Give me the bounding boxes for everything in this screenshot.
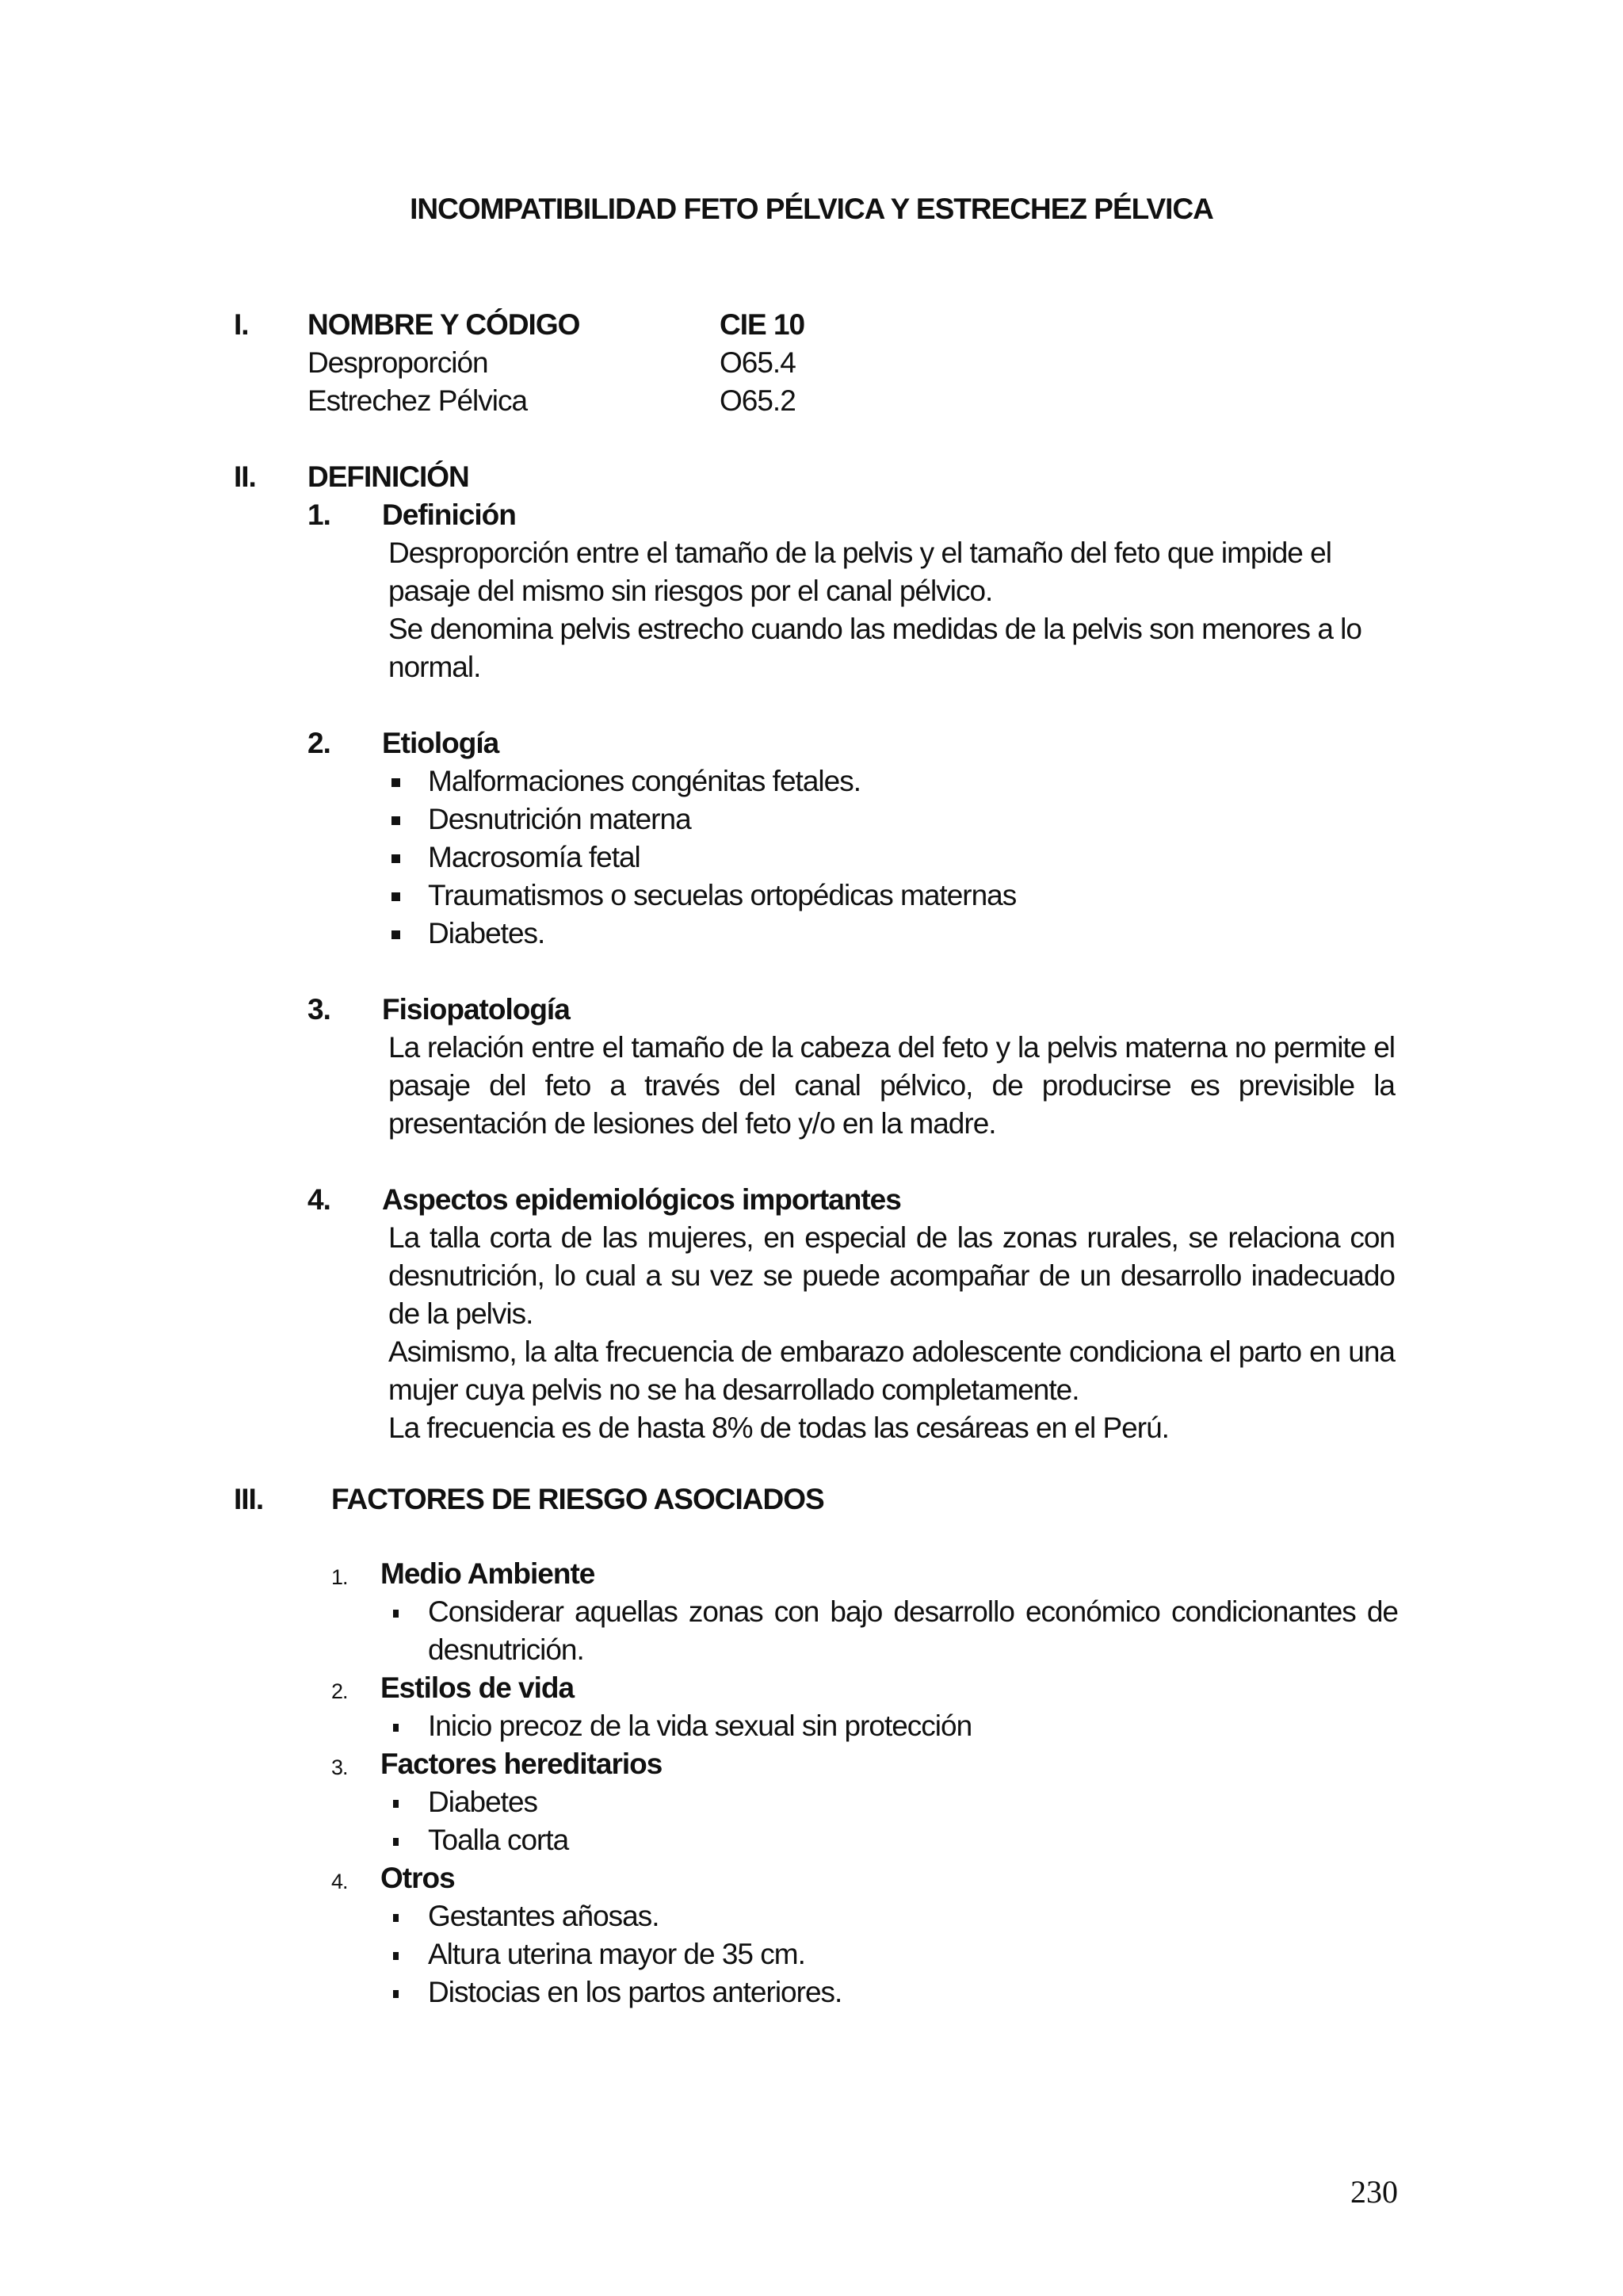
subsection-heading: Medio Ambiente — [380, 1557, 595, 1590]
diagnosis-code: O65.4 — [720, 346, 796, 379]
list-item-text: Diabetes. — [428, 917, 545, 949]
section-1-numeral: I. — [234, 308, 249, 341]
subsection-number: 3. — [331, 1755, 348, 1779]
section-3-heading: FACTORES DE RIESGO ASOCIADOS — [331, 1483, 824, 1515]
subsection-number: 2. — [307, 727, 330, 759]
list-item-text: Altura uterina mayor de 35 cm. — [428, 1938, 805, 1970]
section-2-numeral: II. — [234, 460, 256, 493]
subsection-number: 1. — [307, 499, 330, 531]
subsection-heading: Otros — [380, 1862, 455, 1894]
diagnosis-name: Desproporción — [307, 346, 488, 379]
list-item-text — [428, 1593, 1398, 1669]
subsection-heading: Factores hereditarios — [380, 1748, 663, 1780]
section-3-numeral: III. — [234, 1483, 264, 1515]
list-item-text: Diabetes — [428, 1786, 538, 1818]
code-column-heading: CIE 10 — [720, 308, 805, 341]
list-item-text: Desnutrición materna — [428, 803, 691, 835]
paragraph: La talla corta de las mujeres, en especial de las zonas rurales, se relaciona con desnutrición, lo cual a su vez se puede acompañar de un desarrollo inadecuado de la pelvis. — [388, 1221, 1395, 1330]
list-item-text: Macrosomía fetal — [428, 841, 640, 873]
subsection-heading: Fisiopatología — [382, 993, 570, 1026]
list-item-text: Toalla corta — [428, 1824, 569, 1856]
subsection-heading: Aspectos epidemiológicos importantes — [382, 1183, 901, 1216]
subsection-number: 2. — [331, 1679, 348, 1703]
subsection-heading: Etiología — [382, 727, 499, 759]
subsection-number: 1. — [331, 1565, 348, 1589]
paragraph: La frecuencia es de hasta 8% de todas las cesáreas en el Perú. — [388, 1412, 1169, 1444]
definition-line: Se denomina pelvis estrecho cuando las medidas de la pelvis son menores a lo — [388, 613, 1361, 645]
list-item-text: Traumatismos o secuelas ortopédicas maternas — [428, 879, 1017, 911]
page-number: 230 — [1350, 2174, 1398, 2210]
document-title: INCOMPATIBILIDAD FETO PÉLVICA Y ESTRECHEZ PÉLVICA — [410, 193, 1213, 225]
diagnosis-code: O65.2 — [720, 384, 796, 417]
subsection-number: 3. — [307, 993, 330, 1026]
definition-line: pasaje del mismo sin riesgos por el canal pélvico. — [388, 575, 993, 607]
subsection-heading: Definición — [382, 499, 516, 531]
list-item-text: Gestantes añosas. — [428, 1900, 659, 1932]
definition-line: Desproporción entre el tamaño de la pelvis y el tamaño del feto que impide el — [388, 537, 1331, 569]
definition-line: normal. — [388, 651, 481, 683]
list-item-text: Inicio precoz de la vida sexual sin protección — [428, 1710, 972, 1742]
list-item-text: Malformaciones congénitas fetales. — [428, 765, 861, 797]
subsection-heading: Estilos de vida — [380, 1671, 575, 1704]
section-1-heading: NOMBRE Y CÓDIGO — [307, 308, 580, 341]
diagnosis-name: Estrechez Pélvica — [307, 384, 528, 417]
subsection-number: 4. — [307, 1183, 330, 1216]
subsection-number: 4. — [331, 1870, 348, 1893]
paragraph: Asimismo, la alta frecuencia de embarazo adolescente condiciona el parto en una mujer cuya pelvis no se ha desarrollado completamente. — [388, 1335, 1395, 1406]
section-2-heading: DEFINICIÓN — [307, 460, 469, 493]
list-item-text: Distocias en los partos anteriores. — [428, 1976, 842, 2008]
list-item-text-content: Considerar aquellas zonas con bajo desarrollo económico condicionantes de desnutrición. — [428, 1595, 1398, 1666]
paragraph: La relación entre el tamaño de la cabeza del feto y la pelvis materna no permite el pasaje del feto a través del canal pélvico, de producirse es previsible la presentación de lesiones del feto y/o en la madre. — [388, 1031, 1395, 1140]
